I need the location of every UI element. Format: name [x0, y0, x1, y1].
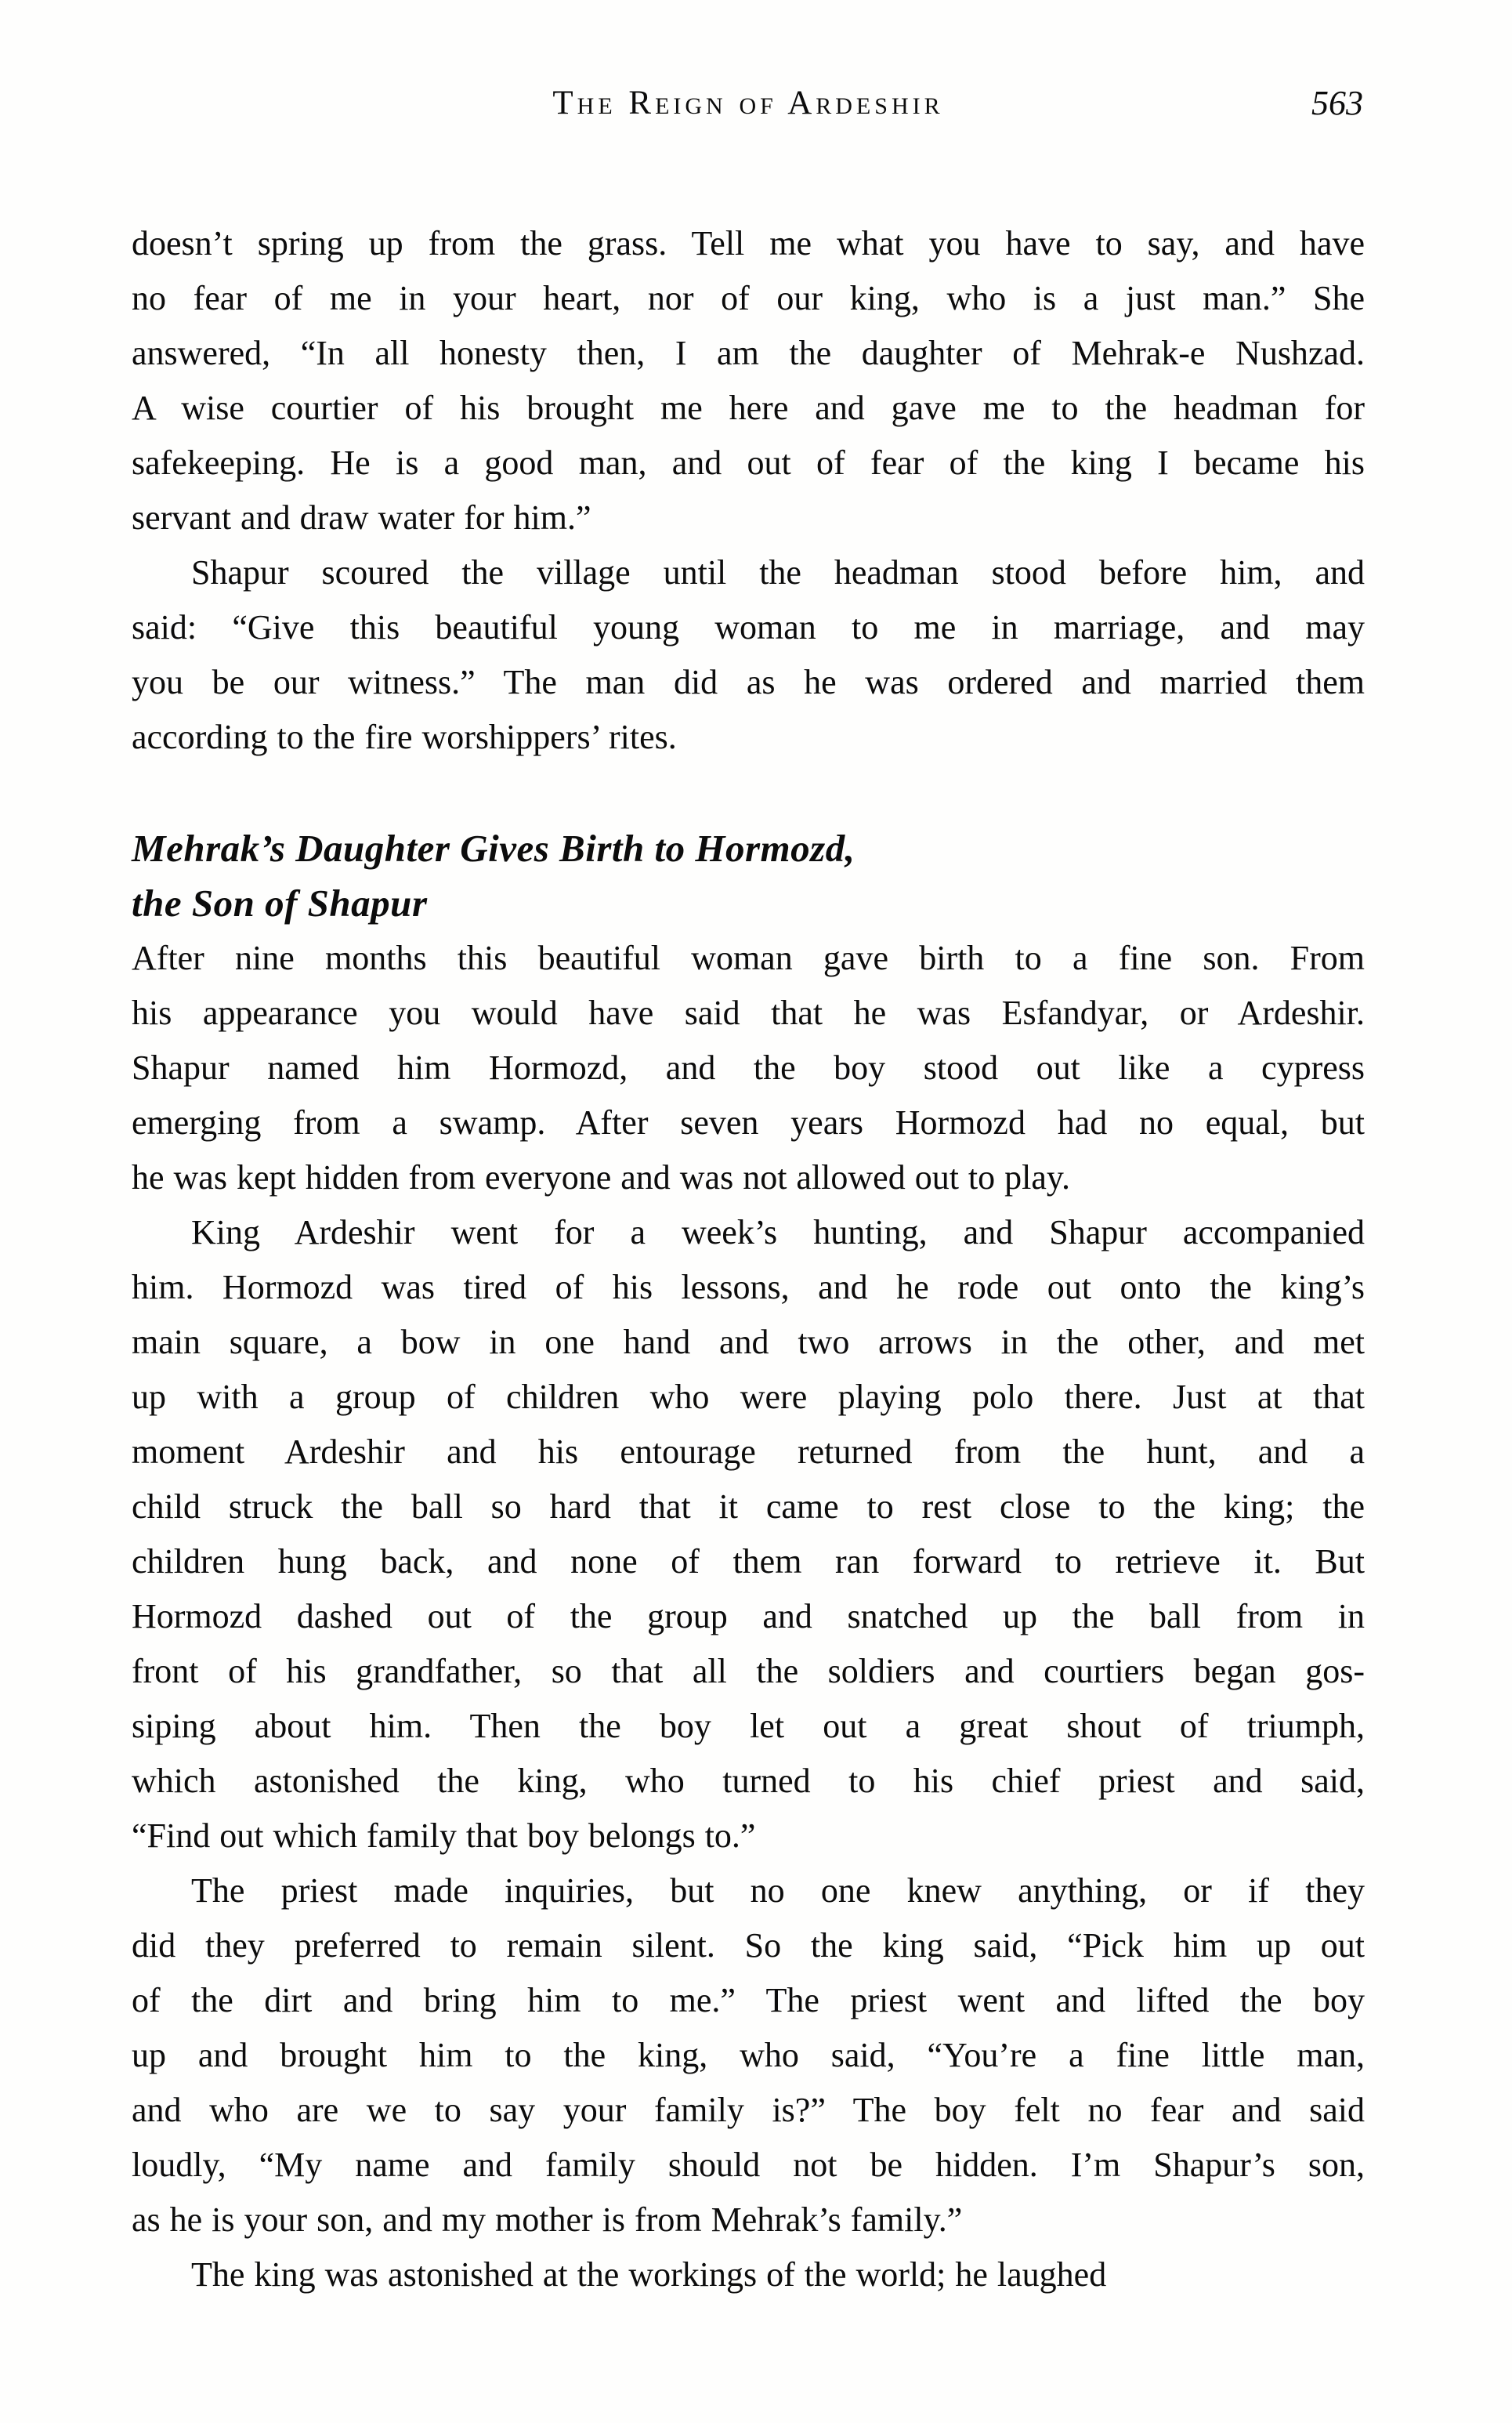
text-line: main square, a bow in one hand and two arrows in the other, and met [132, 1323, 1365, 1361]
paragraph-5 [132, 1863, 1365, 2247]
text-line: up and brought him to the king, who said, “You’re a fine little man, [132, 2036, 1365, 2074]
text-line: no fear of me in your heart, nor of our king, who is a just man.” She [132, 279, 1365, 317]
text-line: Hormozd dashed out of the group and snatched up the ball from in [132, 1597, 1365, 1635]
text-line: After nine months this beautiful woman gave birth to a fine son. From [132, 939, 1365, 977]
text-line: of the dirt and bring him to me.” The priest went and lifted the boy [132, 1981, 1365, 2019]
text-line: and who are we to say your family is?” The boy felt no fear and said [132, 2091, 1365, 2129]
text-line: you be our witness.” The man did as he was ordered and married them [132, 663, 1365, 701]
text-line: according to the fire worshippers’ rites. [132, 718, 677, 756]
page-number: 563 [1311, 84, 1363, 122]
text-line: emerging from a swamp. After seven years Hormozd had no equal, but [132, 1103, 1365, 1142]
paragraph-3 [132, 931, 1365, 1205]
text-line: up with a group of children who were playing polo there. Just at that [132, 1378, 1365, 1416]
section-heading [132, 821, 1365, 931]
text-line: his appearance you would have said that he was Esfandyar, or Ardeshir. [132, 994, 1365, 1032]
section-heading-line: the Son of Shapur [132, 882, 428, 925]
text-line: doesn’t spring up from the grass. Tell me what you have to say, and have [132, 224, 1365, 263]
section-heading-line: Mehrak’s Daughter Gives Birth to Hormozd, [132, 827, 855, 870]
running-head-title: The Reign of Ardeshir [552, 85, 944, 121]
text-line: said: “Give this beautiful young woman to me in marriage, and may [132, 608, 1365, 646]
text-line: answered, “In all honesty then, I am the daughter of Mehrak-e Nushzad. [132, 334, 1365, 372]
text-line: loudly, “My name and family should not be hidden. I’m Shapur’s son, [132, 2146, 1365, 2184]
text-block [132, 216, 1365, 2302]
text-line: King Ardeshir went for a week’s hunting, and Shapur accompanied [191, 1213, 1365, 1251]
text-line: safekeeping. He is a good man, and out of fear of the king I became his [132, 444, 1365, 482]
text-line: moment Ardeshir and his entourage returned from the hunt, and a [132, 1432, 1365, 1471]
text-line: child struck the ball so hard that it came to rest close to the king; the [132, 1487, 1365, 1526]
text-line: he was kept hidden from everyone and was not allowed out to play. [132, 1158, 1071, 1197]
text-line: The king was astonished at the workings of the world; he laughed [191, 2255, 1107, 2294]
text-line: The priest made inquiries, but no one knew anything, or if they [191, 1871, 1365, 1910]
text-line: Shapur named him Hormozd, and the boy stood out like a cypress [132, 1049, 1365, 1087]
text-line: which astonished the king, who turned to his chief priest and said, [132, 1762, 1365, 1800]
paragraph-2 [132, 545, 1365, 765]
text-line: servant and draw water for him.” [132, 498, 591, 537]
text-line: did they preferred to remain silent. So the king said, “Pick him up out [132, 1926, 1365, 1965]
text-line: front of his grandfather, so that all the soldiers and courtiers began gos- [132, 1652, 1365, 1690]
text-line: Shapur scoured the village until the headman stood before him, and [191, 553, 1365, 592]
text-line: “Find out which family that boy belongs to.” [132, 1816, 756, 1855]
text-line: A wise courtier of his brought me here and gave me to the headman for [132, 389, 1365, 427]
text-line: siping about him. Then the boy let out a great shout of triumph, [132, 1707, 1365, 1745]
text-line: children hung back, and none of them ran forward to retrieve it. But [132, 1542, 1365, 1581]
paragraph-6 [132, 2247, 1365, 2302]
paragraph-1 [132, 216, 1365, 545]
paragraph-4 [132, 1205, 1365, 1863]
text-line: as he is your son, and my mother is from Mehrak’s family.” [132, 2200, 963, 2239]
text-line: him. Hormozd was tired of his lessons, and he rode out onto the king’s [132, 1268, 1365, 1306]
running-head [132, 83, 1365, 130]
